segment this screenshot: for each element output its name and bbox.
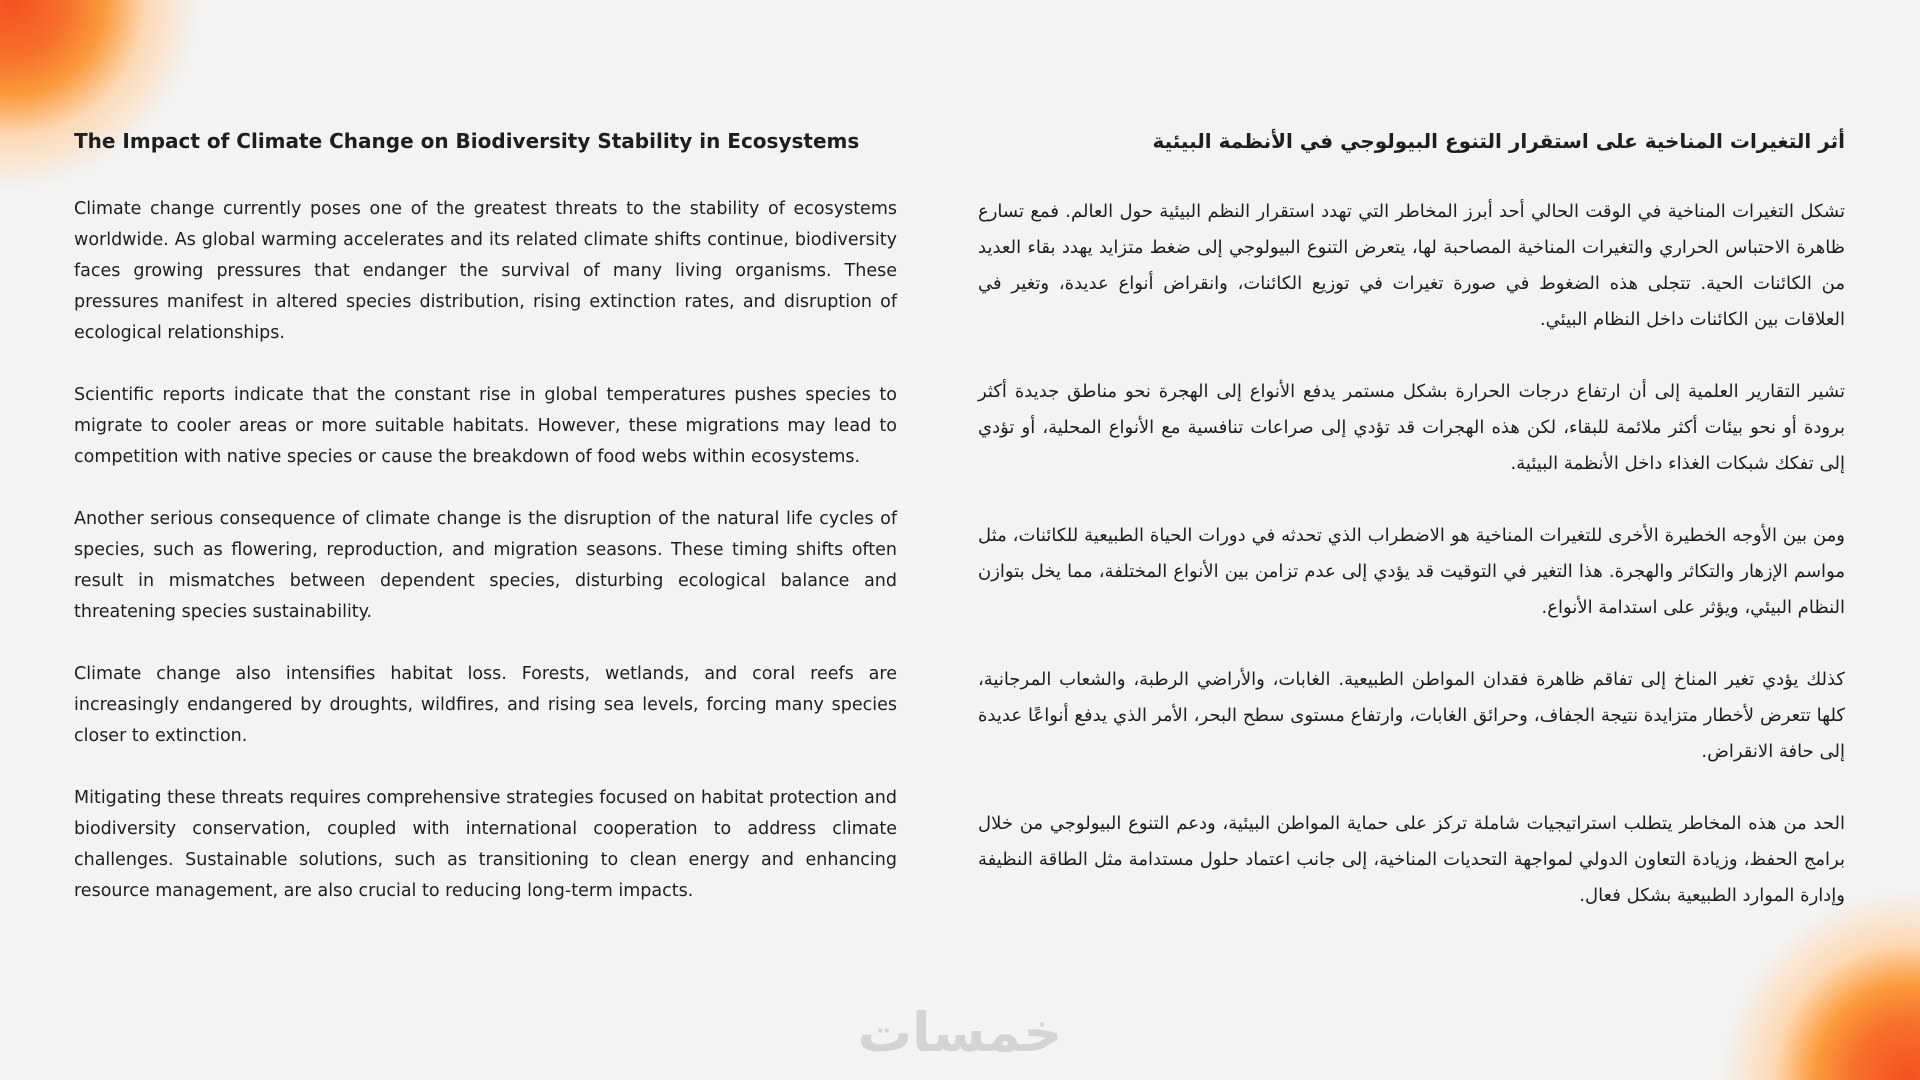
english-paragraph: Another serious consequence of climate change is the disruption of the natural life cycles of species, such as flowering, reproduction, and migration seasons. These timing shifts often result in mismatches between dependent species, disturbing ecological balance and threatening species sustainability. (74, 509, 897, 622)
english-paragraph: Climate change currently poses one of the greatest threats to the stability of ecosystems worldwide. As global warming accelerates and its related climate shifts continue, biodiversity faces growing pressures that endanger the survival of many living organisms. These pressures manifest in altered species distribution, rising extinction rates, and disruption of ecological relationships. (74, 199, 897, 343)
decorative-gradient-top-left (0, 0, 1, 1)
arabic-paragraph: كذلك يؤدي تغير المناخ إلى تفاقم ظاهرة فقدان المواطن الطبيعية. الغابات، والأراضي الرطبة، والشعاب المرجانية، كلها تتعرض لأخطار متزايدة نتيجة الجفاف، وحرائق الغابات، وارتفاع مستوى سطح البحر، الأمر الذي يدفع أنواعًا عديدة إلى حافة الانقراض. (978, 669, 1845, 762)
english-paragraph: Climate change also intensifies habitat loss. Forests, wetlands, and coral reefs are increasingly endangered by droughts, wildfires, and rising sea levels, forcing many species closer to extinction. (74, 664, 897, 746)
arabic-paragraph: ومن بين الأوجه الخطيرة الأخرى للتغيرات المناخية هو الاضطراب الذي تحدثه في دورات الحياة الطبيعية للكائنات، مثل مواسم الإزهار والتكاثر والهجرة. هذا التغير في التوقيت قد يؤدي إلى عدم تزامن بين الأنواع المختلفة، مما يخل بتوازن النظام البيئي، ويؤثر على استدامة الأنواع. (978, 525, 1845, 618)
arabic-paragraph: تشكل التغيرات المناخية في الوقت الحالي أحد أبرز المخاطر التي تهدد استقرار النظم البيئية حول العالم. فمع تسارع ظاهرة الاحتباس الحراري والتغيرات المناخية المصاحبة لها، يتعرض التنوع البيولوجي إلى ضغط متزايد يهدد بقاء العديد من الكائنات الحية. تتجلى هذه الضغوط في صورة تغيرات في توزيع الكائنات، وانقراض أنواع عديدة، وتغير في العلاقات بين الكائنات داخل النظام البيئي. (978, 201, 1845, 330)
khamsat-logo: خمسات (857, 1001, 1063, 1064)
arabic-paragraph: الحد من هذه المخاطر يتطلب استراتيجيات شاملة تركز على حماية المواطن البيئية، ودعم التنوع البيولوجي من خلال برامج الحفظ، وزيادة التعاون الدولي لمواجهة التحديات المناخية، إلى جانب اعتماد حلول مستدامة مثل الطاقة النظيفة وإدارة الموارد الطبيعية بشكل فعال. (978, 813, 1845, 906)
english-title: The Impact of Climate Change on Biodiversity Stability in Ecosystems (74, 129, 860, 153)
english-article (74, 124, 897, 938)
arabic-article (978, 124, 1845, 950)
arabic-title: أثر التغيرات المناخية على استقرار التنوع البيولوجي في الأنظمة البيئية (1152, 129, 1845, 153)
english-paragraph: Mitigating these threats requires comprehensive strategies focused on habitat protection and biodiversity conservation, coupled with international cooperation to address climate challenges. Sustainable solutions, such as transitioning to clean energy and enhancing resource management, are also crucial to reducing long-term impacts. (74, 788, 897, 901)
arabic-paragraph: تشير التقارير العلمية إلى أن ارتفاع درجات الحرارة بشكل مستمر يدفع الأنواع إلى الهجرة نحو مناطق جديدة أكثر برودة أو نحو بيئات أكثر ملائمة للبقاء، لكن هذه الهجرات قد تؤدي إلى صراعات تنافسية مع الأنواع المحلية، أو تؤدي إلى تفكك شبكات الغذاء داخل الأنظمة البيئية. (978, 381, 1845, 474)
english-paragraph: Scientific reports indicate that the constant rise in global temperatures pushes species to migrate to cooler areas or more suitable habitats. However, these migrations may lead to competition with native species or cause the breakdown of food webs within ecosystems. (74, 385, 897, 467)
